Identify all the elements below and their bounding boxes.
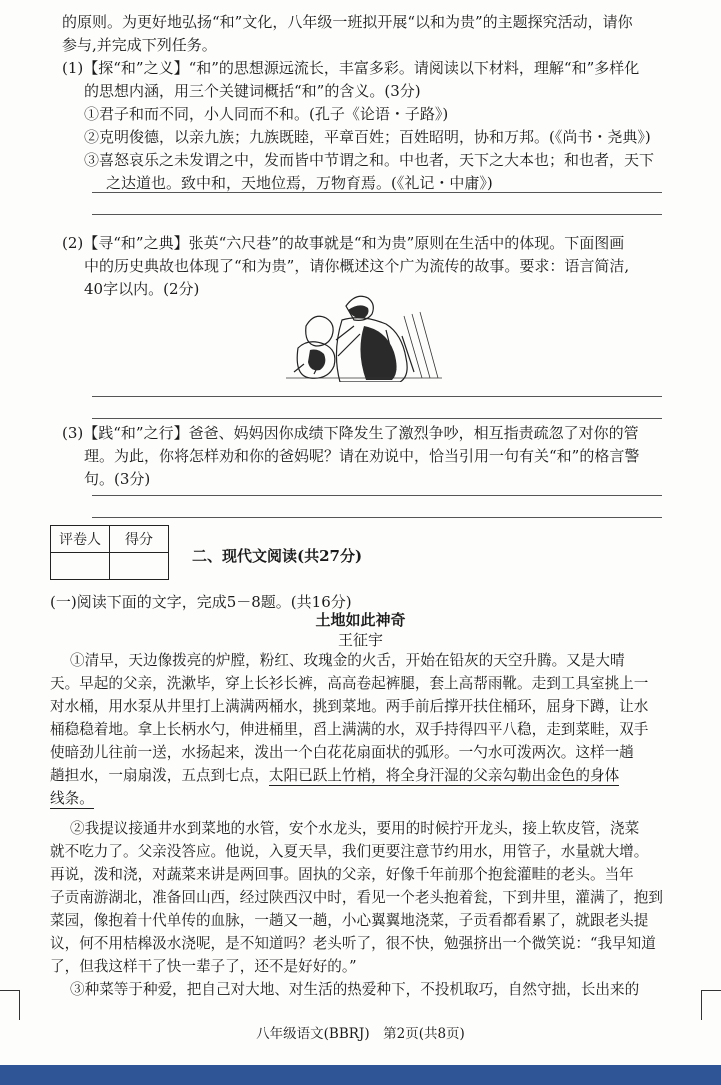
intro-line-1: 的原则。为更好地弘扬“和”文化，八年级一班拟开展“以和为贵”的主题探究活动，请你 bbox=[62, 13, 633, 31]
article-p2-line: 就不吃力了。父亲没答应。他说，入夏天旱，我们更要注意节约用水，用管子，水量就大增。 bbox=[50, 843, 649, 860]
score-header: 得分 bbox=[110, 526, 169, 553]
article-p2-line: 再说，泼和浇，对蔬菜来讲是两回事。固执的父亲，好像千年前那个抱瓮灌畦的老头。当年 bbox=[50, 866, 634, 883]
article-p1-line: 桶稳稳着地。拿上长柄水勺，伸进桶里，舀上满满的水，双手持得四平八稳，走到菜畦，双手 bbox=[50, 721, 649, 738]
answer-line[interactable] bbox=[92, 495, 662, 496]
q1-material-2: ②克明俊德，以亲九族；九族既睦，平章百姓；百姓昭明，协和万邦。(《尚书・尧典》) bbox=[84, 128, 651, 146]
part-1-instruction: (一)阅读下面的文字，完成5－8题。(共16分) bbox=[50, 593, 352, 611]
q3-line-3: 句。(3分) bbox=[84, 470, 151, 488]
page-edge-mark bbox=[701, 990, 721, 991]
page-edge-mark bbox=[19, 990, 20, 1020]
page-edge-mark bbox=[0, 990, 20, 991]
article-p1-line bbox=[50, 766, 619, 786]
q2-line-1: (2)【寻“和”之典】张英“六尺巷”的故事就是“和为贵”原则在生活中的体现。下面图画 bbox=[62, 234, 625, 252]
q1-material-3b: 之达道也。致中和，天地位焉，万物育焉。(《礼记・中庸》) bbox=[106, 174, 493, 192]
q2-line-2: 中的历史典故也体现了“和为贵”，请你概述这个广为流传的故事。要求：语言简洁, bbox=[84, 257, 630, 275]
q1-line-1: (1)【探“和”之义】“和”的思想源远流长，丰富多彩。请阅读以下材料，理解“和”多样化 bbox=[62, 59, 640, 77]
article-title: 土地如此神奇 bbox=[315, 611, 406, 629]
score-table bbox=[50, 525, 169, 580]
page-edge-mark bbox=[701, 990, 702, 1020]
answer-line[interactable] bbox=[92, 192, 662, 193]
answer-line[interactable] bbox=[92, 396, 662, 397]
article-p2-line: 子贡南游湖北，准备回山西，经过陕西汉中时，看见一个老头抱着瓮，下到井里，灌满了，抱到 bbox=[50, 889, 663, 906]
q3-line-2: 理。为此，你将怎样劝和你的爸妈呢？请在劝说中，恰当引用一句有关“和”的格言警 bbox=[84, 447, 640, 465]
article-p2-line: 菜园，像抱着十代单传的血脉，一趟又一趟，小心翼翼地浇菜，子贡看都看累了，就跟老头提 bbox=[50, 912, 649, 929]
article-p3-line: ③种菜等于种爱，把自己对大地、对生活的热爱种下，不投机取巧，自然守拙，长出来的 bbox=[70, 981, 640, 998]
article-p2-line: 议，何不用桔槔汲水浇呢，是不知道吗？老头听了，很不快，勉强挤出一个微笑说：“我早知道 bbox=[50, 935, 656, 952]
section-2-title: 二、现代文阅读(共27分) bbox=[192, 547, 363, 565]
answer-line[interactable] bbox=[92, 517, 662, 518]
article-p1-line: 使暗劲儿往前一送，水扬起来，泼出一个白花花扇面状的弧形。一勺水可泼两次。这样一趟 bbox=[50, 744, 634, 761]
article-author: 王征宇 bbox=[337, 631, 383, 649]
q1-material-1: ①君子和而不同，小人同而不和。(孔子《论语・子路》) bbox=[84, 105, 449, 123]
article-p2-line: ②我提议接通井水到菜地的水管，安个水龙头，要用的时候拧开龙头，接上软皮管，浇菜 bbox=[70, 820, 640, 837]
underlined-sentence-end: 线条。 bbox=[50, 790, 94, 807]
q3-line-1: (3)【践“和”之行】爸爸、妈妈因你成绩下降发生了激烈争吵，相互指责疏忽了对你的管 bbox=[62, 424, 639, 442]
historical-story-illustration bbox=[276, 286, 446, 382]
window-bottom-bar bbox=[0, 1065, 721, 1085]
reviewer-header: 评卷人 bbox=[51, 526, 110, 553]
answer-line[interactable] bbox=[92, 418, 662, 419]
article-p1-line: 天。早起的父亲，洗漱毕，穿上长衫长裤，高高卷起裤腿，套上高帮雨靴。走到工具室挑上一 bbox=[50, 675, 649, 692]
article-p2-line: 了，但我这样干了快一辈子了，还不是好好的。” bbox=[50, 958, 357, 975]
underlined-sentence: 太阳已跃上竹梢，将全身汗湿的父亲勾勒出金色的身体 bbox=[268, 767, 620, 784]
q2-line-3: 40字以内。(2分) bbox=[84, 280, 200, 298]
article-p1-line bbox=[50, 789, 94, 809]
q1-line-2: 的思想内涵，用三个关键词概括“和”的含义。(3分) bbox=[84, 82, 421, 100]
answer-line[interactable] bbox=[92, 214, 662, 215]
intro-line-2: 参与,并完成下列任务。 bbox=[62, 36, 217, 54]
q1-material-3a: ③喜怒哀乐之未发谓之中，发而皆中节谓之和。中也者，天下之大本也；和也者，天下 bbox=[84, 151, 655, 169]
page-footer: 八年级语文(BBRJ) 第2页(共8页) bbox=[256, 1026, 465, 1042]
reviewer-cell[interactable] bbox=[51, 553, 110, 580]
score-cell[interactable] bbox=[110, 553, 169, 580]
article-p1-text: 趟担水，一扇扇泼，五点到七点， bbox=[50, 767, 269, 784]
article-p1-line: ①清早，天边像拨亮的炉膛，粉红、玫瑰金的火舌，开始在铅灰的天空升腾。又是大晴 bbox=[70, 652, 625, 669]
article-p1-line: 对水桶，用水泵从井里打上满满两桶水，挑到菜地。两手前后撑开扶住桶环，屈身下蹲，让水 bbox=[50, 698, 649, 715]
